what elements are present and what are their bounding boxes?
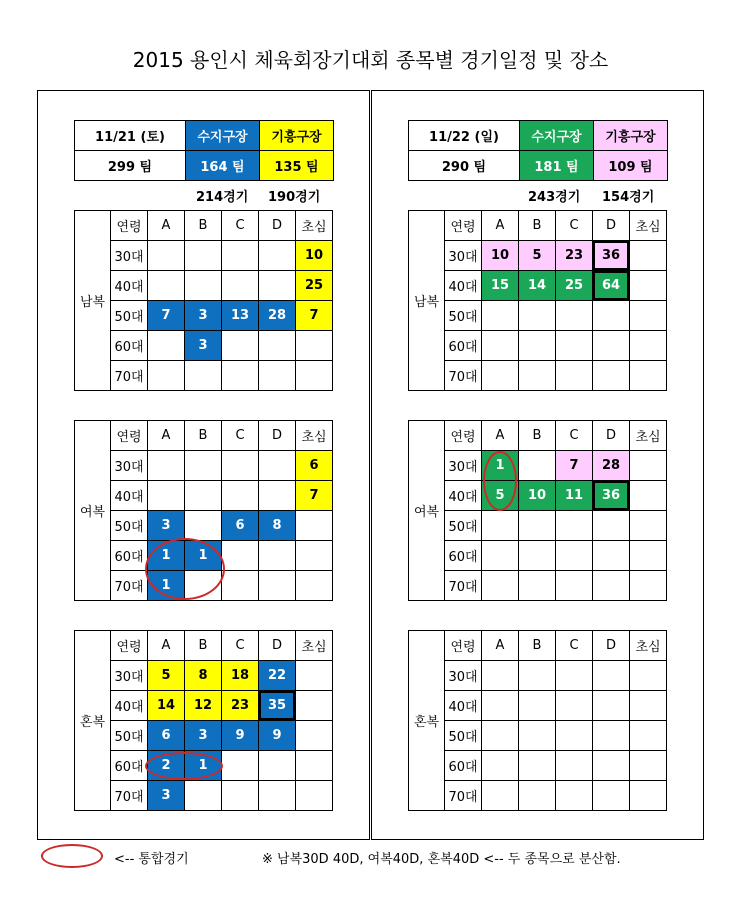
games-cell [519, 721, 556, 751]
table-row [409, 571, 667, 601]
games-cell [296, 331, 333, 361]
column-header: B [519, 211, 556, 241]
games-cell: 6 [148, 721, 185, 751]
games-cell [482, 661, 519, 691]
games-cell [593, 571, 630, 601]
games-cell [519, 691, 556, 721]
table-row [75, 301, 333, 331]
age-label: 30대 [111, 661, 148, 691]
table-row [409, 511, 667, 541]
age-label: 30대 [111, 451, 148, 481]
games-cell [519, 451, 556, 481]
games-cell [296, 541, 333, 571]
games-cell [482, 571, 519, 601]
age-label: 30대 [445, 661, 482, 691]
games-cell [556, 331, 593, 361]
games-cell [259, 751, 296, 781]
games-cell: 3 [148, 781, 185, 811]
games-cell [630, 451, 667, 481]
table-row [409, 691, 667, 721]
note-text: ※ 남복30D 40D, 여복40D, 혼복40D <-- 두 종목으로 분산함. [262, 852, 621, 867]
column-header: A [148, 211, 185, 241]
games-cell [185, 481, 222, 511]
event-label: 혼복 [409, 631, 445, 811]
column-header: D [259, 631, 296, 661]
age-label: 40대 [111, 481, 148, 511]
games-cell [222, 541, 259, 571]
column-header: C [556, 211, 593, 241]
column-header: C [222, 211, 259, 241]
games-cell [296, 691, 333, 721]
games-cell [259, 481, 296, 511]
games-cell: 1 [185, 541, 222, 571]
venue-suji-games: 243경기 [528, 190, 581, 205]
column-header: 초심 [630, 211, 667, 241]
table-row [409, 301, 667, 331]
games-cell [630, 241, 667, 271]
games-cell [148, 481, 185, 511]
column-header: B [519, 421, 556, 451]
games-cell [482, 301, 519, 331]
games-cell: 36 [593, 241, 630, 271]
table-row [409, 271, 667, 301]
games-cell [630, 361, 667, 391]
column-header: B [519, 631, 556, 661]
age-label: 60대 [445, 331, 482, 361]
date-label: 11/22 (일) [409, 121, 520, 151]
games-cell [556, 721, 593, 751]
age-label: 40대 [111, 691, 148, 721]
event-label: 혼복 [75, 631, 111, 811]
schedule-table [408, 420, 667, 601]
games-cell: 11 [556, 481, 593, 511]
total-teams: 299 팀 [75, 151, 186, 181]
column-header: 초심 [630, 421, 667, 451]
age-label: 30대 [445, 451, 482, 481]
games-cell [296, 781, 333, 811]
age-label: 60대 [111, 541, 148, 571]
games-cell [222, 481, 259, 511]
games-cell: 9 [259, 721, 296, 751]
column-header: 초심 [296, 631, 333, 661]
games-cell [296, 571, 333, 601]
age-label: 70대 [111, 361, 148, 391]
age-label: 70대 [445, 781, 482, 811]
games-cell: 23 [556, 241, 593, 271]
summary-day1 [74, 120, 334, 181]
column-header: C [556, 631, 593, 661]
table-row [75, 781, 333, 811]
merged-games-oval [483, 451, 517, 511]
games-cell: 6 [296, 451, 333, 481]
games-cell [259, 781, 296, 811]
games-cell [259, 451, 296, 481]
games-cell: 18 [222, 661, 259, 691]
schedule-table [408, 630, 667, 811]
age-label: 60대 [111, 331, 148, 361]
games-cell [482, 361, 519, 391]
games-cell [556, 571, 593, 601]
games-cell [259, 331, 296, 361]
games-cell [593, 721, 630, 751]
games-cell: 36 [593, 481, 630, 511]
table-row [409, 361, 667, 391]
games-cell: 7 [148, 301, 185, 331]
games-cell [259, 571, 296, 601]
table-row [409, 481, 667, 511]
games-cell [482, 721, 519, 751]
games-cell: 23 [222, 691, 259, 721]
column-header: A [148, 421, 185, 451]
games-cell: 2 [148, 751, 185, 781]
table-row [75, 241, 333, 271]
age-label: 40대 [445, 691, 482, 721]
games-cell: 28 [593, 451, 630, 481]
column-header: 연령 [111, 631, 148, 661]
age-label: 40대 [445, 271, 482, 301]
event-label: 남복 [75, 211, 111, 391]
venue-giheung-games: 190경기 [268, 190, 321, 205]
games-cell [630, 481, 667, 511]
games-cell [185, 451, 222, 481]
games-cell: 8 [185, 661, 222, 691]
games-cell [630, 301, 667, 331]
games-cell [556, 781, 593, 811]
age-label: 60대 [445, 541, 482, 571]
games-cell [148, 331, 185, 361]
games-cell [222, 571, 259, 601]
column-header: A [482, 421, 519, 451]
games-cell [593, 511, 630, 541]
table-row [409, 661, 667, 691]
games-cell: 10 [519, 481, 556, 511]
games-cell: 1 [482, 451, 519, 481]
games-cell [482, 781, 519, 811]
games-cell: 14 [519, 271, 556, 301]
games-cell: 15 [482, 271, 519, 301]
table-row [75, 661, 333, 691]
games-cell [519, 751, 556, 781]
games-cell [519, 781, 556, 811]
games-cell: 25 [296, 271, 333, 301]
games-cell [222, 271, 259, 301]
age-label: 50대 [111, 721, 148, 751]
games-cell [519, 571, 556, 601]
games-cell [630, 571, 667, 601]
games-cell: 14 [148, 691, 185, 721]
age-label: 50대 [111, 301, 148, 331]
column-header: D [259, 211, 296, 241]
games-cell: 25 [556, 271, 593, 301]
games-cell [593, 751, 630, 781]
column-header: C [222, 631, 259, 661]
games-cell: 3 [185, 301, 222, 331]
age-label: 30대 [111, 241, 148, 271]
column-header: C [556, 421, 593, 451]
merged-games-oval [145, 752, 223, 780]
games-cell [185, 271, 222, 301]
games-cell [630, 751, 667, 781]
games-cell: 1 [185, 751, 222, 781]
date-label: 11/21 (토) [75, 121, 186, 151]
age-label: 70대 [111, 571, 148, 601]
column-header: B [185, 211, 222, 241]
games-cell [148, 271, 185, 301]
games-cell: 3 [185, 331, 222, 361]
event-label: 여복 [75, 421, 111, 601]
age-label: 60대 [111, 751, 148, 781]
table-row [409, 241, 667, 271]
games-cell [593, 691, 630, 721]
schedule-table [408, 210, 667, 391]
column-header: 초심 [630, 631, 667, 661]
games-cell [593, 331, 630, 361]
column-header: D [593, 421, 630, 451]
games-cell: 35 [259, 691, 296, 721]
games-cell [556, 691, 593, 721]
column-header: D [259, 421, 296, 451]
games-cell: 1 [148, 541, 185, 571]
games-cell [556, 751, 593, 781]
games-cell: 10 [482, 241, 519, 271]
merged-games-oval [145, 538, 225, 600]
games-cell [593, 361, 630, 391]
table-row [75, 331, 333, 361]
total-teams: 290 팀 [409, 151, 520, 181]
games-cell [630, 781, 667, 811]
games-cell: 10 [296, 241, 333, 271]
age-label: 40대 [111, 271, 148, 301]
column-header: 연령 [445, 211, 482, 241]
event-label: 남복 [409, 211, 445, 391]
age-label: 50대 [111, 511, 148, 541]
games-cell: 13 [222, 301, 259, 331]
column-header: 초심 [296, 211, 333, 241]
games-cell: 7 [296, 301, 333, 331]
games-cell: 3 [185, 721, 222, 751]
venue-giheung: 기흥구장 [594, 121, 668, 151]
age-label: 70대 [445, 361, 482, 391]
games-cell [630, 541, 667, 571]
table-row [75, 511, 333, 541]
age-label: 50대 [445, 511, 482, 541]
games-cell: 5 [482, 481, 519, 511]
games-cell [593, 661, 630, 691]
games-cell: 64 [593, 271, 630, 301]
venue-giheung-teams: 109 팀 [594, 151, 668, 181]
games-cell [556, 541, 593, 571]
table-row [75, 361, 333, 391]
games-cell [296, 361, 333, 391]
schedule-table [74, 630, 333, 811]
games-cell [519, 361, 556, 391]
legend-oval [41, 844, 103, 868]
games-cell [593, 541, 630, 571]
games-cell [630, 721, 667, 751]
games-cell [296, 751, 333, 781]
games-cell [222, 751, 259, 781]
table-row [409, 541, 667, 571]
column-header: 연령 [111, 211, 148, 241]
games-cell [148, 361, 185, 391]
games-cell [593, 301, 630, 331]
games-cell [222, 781, 259, 811]
games-cell: 28 [259, 301, 296, 331]
age-label: 70대 [111, 781, 148, 811]
column-header: B [185, 421, 222, 451]
games-cell: 12 [185, 691, 222, 721]
age-label: 40대 [445, 481, 482, 511]
games-cell [259, 541, 296, 571]
column-header: A [148, 631, 185, 661]
games-cell [630, 331, 667, 361]
column-header: 연령 [445, 421, 482, 451]
venue-giheung-games: 154경기 [602, 190, 655, 205]
table-row [409, 751, 667, 781]
games-cell [556, 511, 593, 541]
games-cell [519, 541, 556, 571]
table-row [75, 271, 333, 301]
games-cell [296, 511, 333, 541]
games-cell [482, 331, 519, 361]
games-cell: 9 [222, 721, 259, 751]
games-cell: 6 [222, 511, 259, 541]
games-cell [185, 781, 222, 811]
column-header: A [482, 631, 519, 661]
legend-text: <-- 통합경기 [114, 852, 189, 867]
games-cell [185, 511, 222, 541]
age-label: 70대 [445, 571, 482, 601]
venue-giheung: 기흥구장 [260, 121, 334, 151]
table-row [75, 691, 333, 721]
games-cell [630, 271, 667, 301]
games-cell [222, 241, 259, 271]
games-cell [519, 301, 556, 331]
event-label: 여복 [409, 421, 445, 601]
games-cell [630, 691, 667, 721]
venue-suji: 수지구장 [520, 121, 594, 151]
games-cell [222, 451, 259, 481]
games-cell [519, 661, 556, 691]
games-cell [482, 751, 519, 781]
games-cell [296, 721, 333, 751]
age-label: 50대 [445, 301, 482, 331]
table-row [75, 481, 333, 511]
games-cell: 8 [259, 511, 296, 541]
games-cell: 1 [148, 571, 185, 601]
games-cell [482, 541, 519, 571]
column-header: D [593, 211, 630, 241]
games-cell: 7 [296, 481, 333, 511]
games-cell [556, 361, 593, 391]
games-cell [556, 301, 593, 331]
games-cell [296, 661, 333, 691]
column-header: 연령 [445, 631, 482, 661]
column-header: C [222, 421, 259, 451]
venue-suji-teams: 164 팀 [186, 151, 260, 181]
age-label: 30대 [445, 241, 482, 271]
column-header: A [482, 211, 519, 241]
games-cell [482, 691, 519, 721]
page-title: 2015 용인시 체육회장기대회 종목별 경기일정 및 장소 [132, 48, 609, 72]
games-cell [222, 331, 259, 361]
games-cell [185, 361, 222, 391]
games-cell: 22 [259, 661, 296, 691]
games-cell: 5 [148, 661, 185, 691]
games-cell [148, 451, 185, 481]
column-header: 초심 [296, 421, 333, 451]
age-label: 60대 [445, 751, 482, 781]
venue-giheung-teams: 135 팀 [260, 151, 334, 181]
table-row [409, 721, 667, 751]
games-cell [593, 781, 630, 811]
table-row [75, 721, 333, 751]
age-label: 50대 [445, 721, 482, 751]
venue-suji-teams: 181 팀 [520, 151, 594, 181]
games-cell [519, 511, 556, 541]
games-cell [148, 241, 185, 271]
venue-suji-games: 214경기 [196, 190, 249, 205]
schedule-table [74, 210, 333, 391]
summary-day2 [408, 120, 668, 181]
games-cell [222, 361, 259, 391]
games-cell [259, 241, 296, 271]
games-cell: 7 [556, 451, 593, 481]
table-row [409, 781, 667, 811]
games-cell [482, 511, 519, 541]
table-row [75, 451, 333, 481]
games-cell [630, 511, 667, 541]
games-cell: 3 [148, 511, 185, 541]
games-cell [556, 661, 593, 691]
games-cell [519, 331, 556, 361]
venue-suji: 수지구장 [186, 121, 260, 151]
table-row [409, 331, 667, 361]
table-row [409, 451, 667, 481]
games-cell [259, 271, 296, 301]
column-header: D [593, 631, 630, 661]
column-header: 연령 [111, 421, 148, 451]
games-cell [630, 661, 667, 691]
games-cell [259, 361, 296, 391]
games-cell: 5 [519, 241, 556, 271]
games-cell [185, 241, 222, 271]
column-header: B [185, 631, 222, 661]
